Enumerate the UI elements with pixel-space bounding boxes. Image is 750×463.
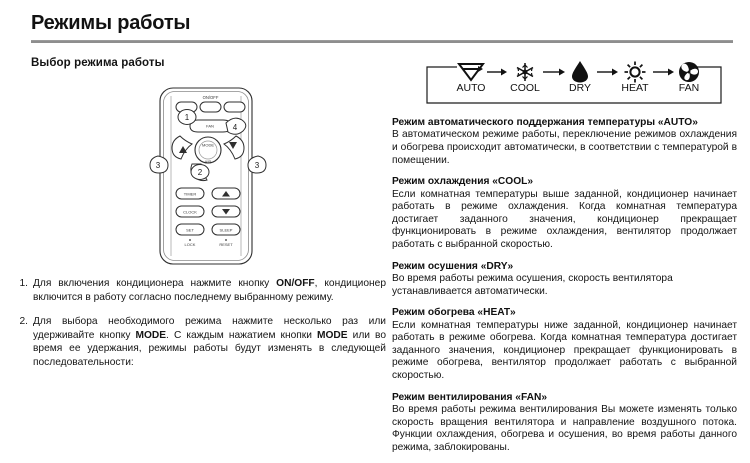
mode-block-fan (392, 392, 737, 455)
svg-text:RESET: RESET (219, 242, 233, 247)
arrow-icon-1 (487, 69, 507, 76)
mode-block-cool (392, 176, 737, 251)
fan-icon (679, 62, 699, 82)
mode-body: Во время работы режима осушения, скорость вентилятора устанавливается автоматически. (392, 272, 673, 297)
page-title: Режимы работы (31, 12, 191, 34)
step-text-part: Для включения кондиционера нажмите кнопку (33, 278, 277, 289)
section-title: Выбор режима работы (31, 57, 165, 69)
remote-control-illustration (138, 84, 288, 269)
svg-text:3: 3 (155, 161, 161, 170)
mode-block-heat (392, 307, 737, 382)
remote-onoff-label: ON/OFF (202, 95, 219, 100)
mode-cycle-label-heat: HEAT (621, 82, 649, 94)
mode-block-auto (392, 117, 737, 167)
svg-text:SET: SET (186, 227, 194, 233)
mode-heading: Режим автоматического поддержания температуры «AUTO» (392, 117, 698, 128)
mode-body: Если комнатная температуры выше заданной, кондиционер начинает работать в режиме охлаждения. Когда комнатная температура достигает заданного значения, кондиционер прекращает функционировать в режиме охлаждения, вентилятор продолжает работать с выбранной скоростью. (392, 188, 737, 250)
mode-cycle-label-cool: COOL (510, 82, 540, 94)
arrow-icon-3 (597, 69, 618, 76)
mode-body: Если комнатная температуры ниже заданной, кондиционер начинает работать в режиме обогрева. Когда комнатная температура достигает заданного значения, кондиционер прекращает функционировать в режиме обогрева, вентилятор продолжает работать с выбранной скоростью. (392, 319, 737, 381)
step-text-part: или во время ее удержания, режимы работы будут изменять в следующей последовательности: (33, 329, 387, 368)
mode-body: В автоматическом режиме работы, переключение режимов охлаждения и обогрева происходит автоматически, в соответствии с температурой в помещении. (392, 129, 737, 166)
step-text (33, 315, 386, 369)
mode-block-dry (392, 261, 737, 299)
mode-heading: Режим охлаждения «COOL» (392, 176, 534, 188)
svg-text:TIMER: TIMER (183, 191, 197, 197)
svg-text:AIR: AIR (204, 159, 212, 164)
svg-text:MODE: MODE (202, 142, 214, 148)
arrow-icon-2 (543, 69, 565, 76)
remote-fan-button (190, 120, 231, 132)
svg-text:3: 3 (254, 161, 260, 170)
svg-text:LOCK: LOCK (184, 242, 196, 247)
arrow-icon-4 (653, 69, 674, 76)
mode-cycle-label-dry: DRY (569, 82, 591, 94)
step-number: 2. (19, 316, 28, 328)
svg-text:2: 2 (197, 168, 203, 177)
step-text-part: , кондиционер включится в работу согласно последнему выбранному режиму. (33, 278, 386, 303)
svg-text:4: 4 (232, 123, 238, 132)
mode-cycle-label-auto: AUTO (456, 82, 486, 94)
water-drop-icon (572, 61, 588, 83)
step-text-strong: MODE (317, 329, 348, 341)
svg-text:SLEEP: SLEEP (219, 227, 233, 233)
snowflake-icon (517, 63, 533, 81)
mode-heading: Режим осушения «DRY» (392, 260, 514, 272)
step-text-part: Для выбора необходимого режима нажмите несколько раз или удерживайте кнопку (33, 316, 386, 341)
step-number: 1. (19, 278, 28, 289)
svg-text:FAN: FAN (206, 123, 214, 129)
step-text-part: . С каждым нажатием кнопки (166, 329, 318, 341)
remote-mode-button (195, 137, 221, 164)
title-divider (31, 40, 733, 43)
sun-icon (625, 62, 646, 83)
step-text-strong: ON/OFF (276, 278, 315, 289)
list-item (14, 277, 386, 304)
mode-heading: Режим обогрева «HEAT» (392, 307, 516, 319)
mode-heading: Режим вентилирования «FAN» (392, 391, 547, 403)
list-item (14, 315, 386, 369)
mode-body: Во время работы режима вентилирования Вы можете изменять только скорость вращения вентилятора и направление воздушного потока. Функции охлаждения, обогрева и осушения, во время работы данного режима, заблокированы. (392, 403, 737, 453)
auto-triangle-icon (459, 64, 483, 80)
steps-list (14, 277, 386, 381)
step-text-strong: MODE (135, 329, 167, 341)
mode-cycle-label-fan: FAN (678, 82, 700, 94)
svg-text:1: 1 (184, 113, 190, 122)
mode-cycle-diagram (425, 59, 725, 109)
svg-text:CLOCK: CLOCK (183, 209, 197, 215)
step-text (33, 277, 386, 304)
mode-descriptions (392, 117, 737, 463)
